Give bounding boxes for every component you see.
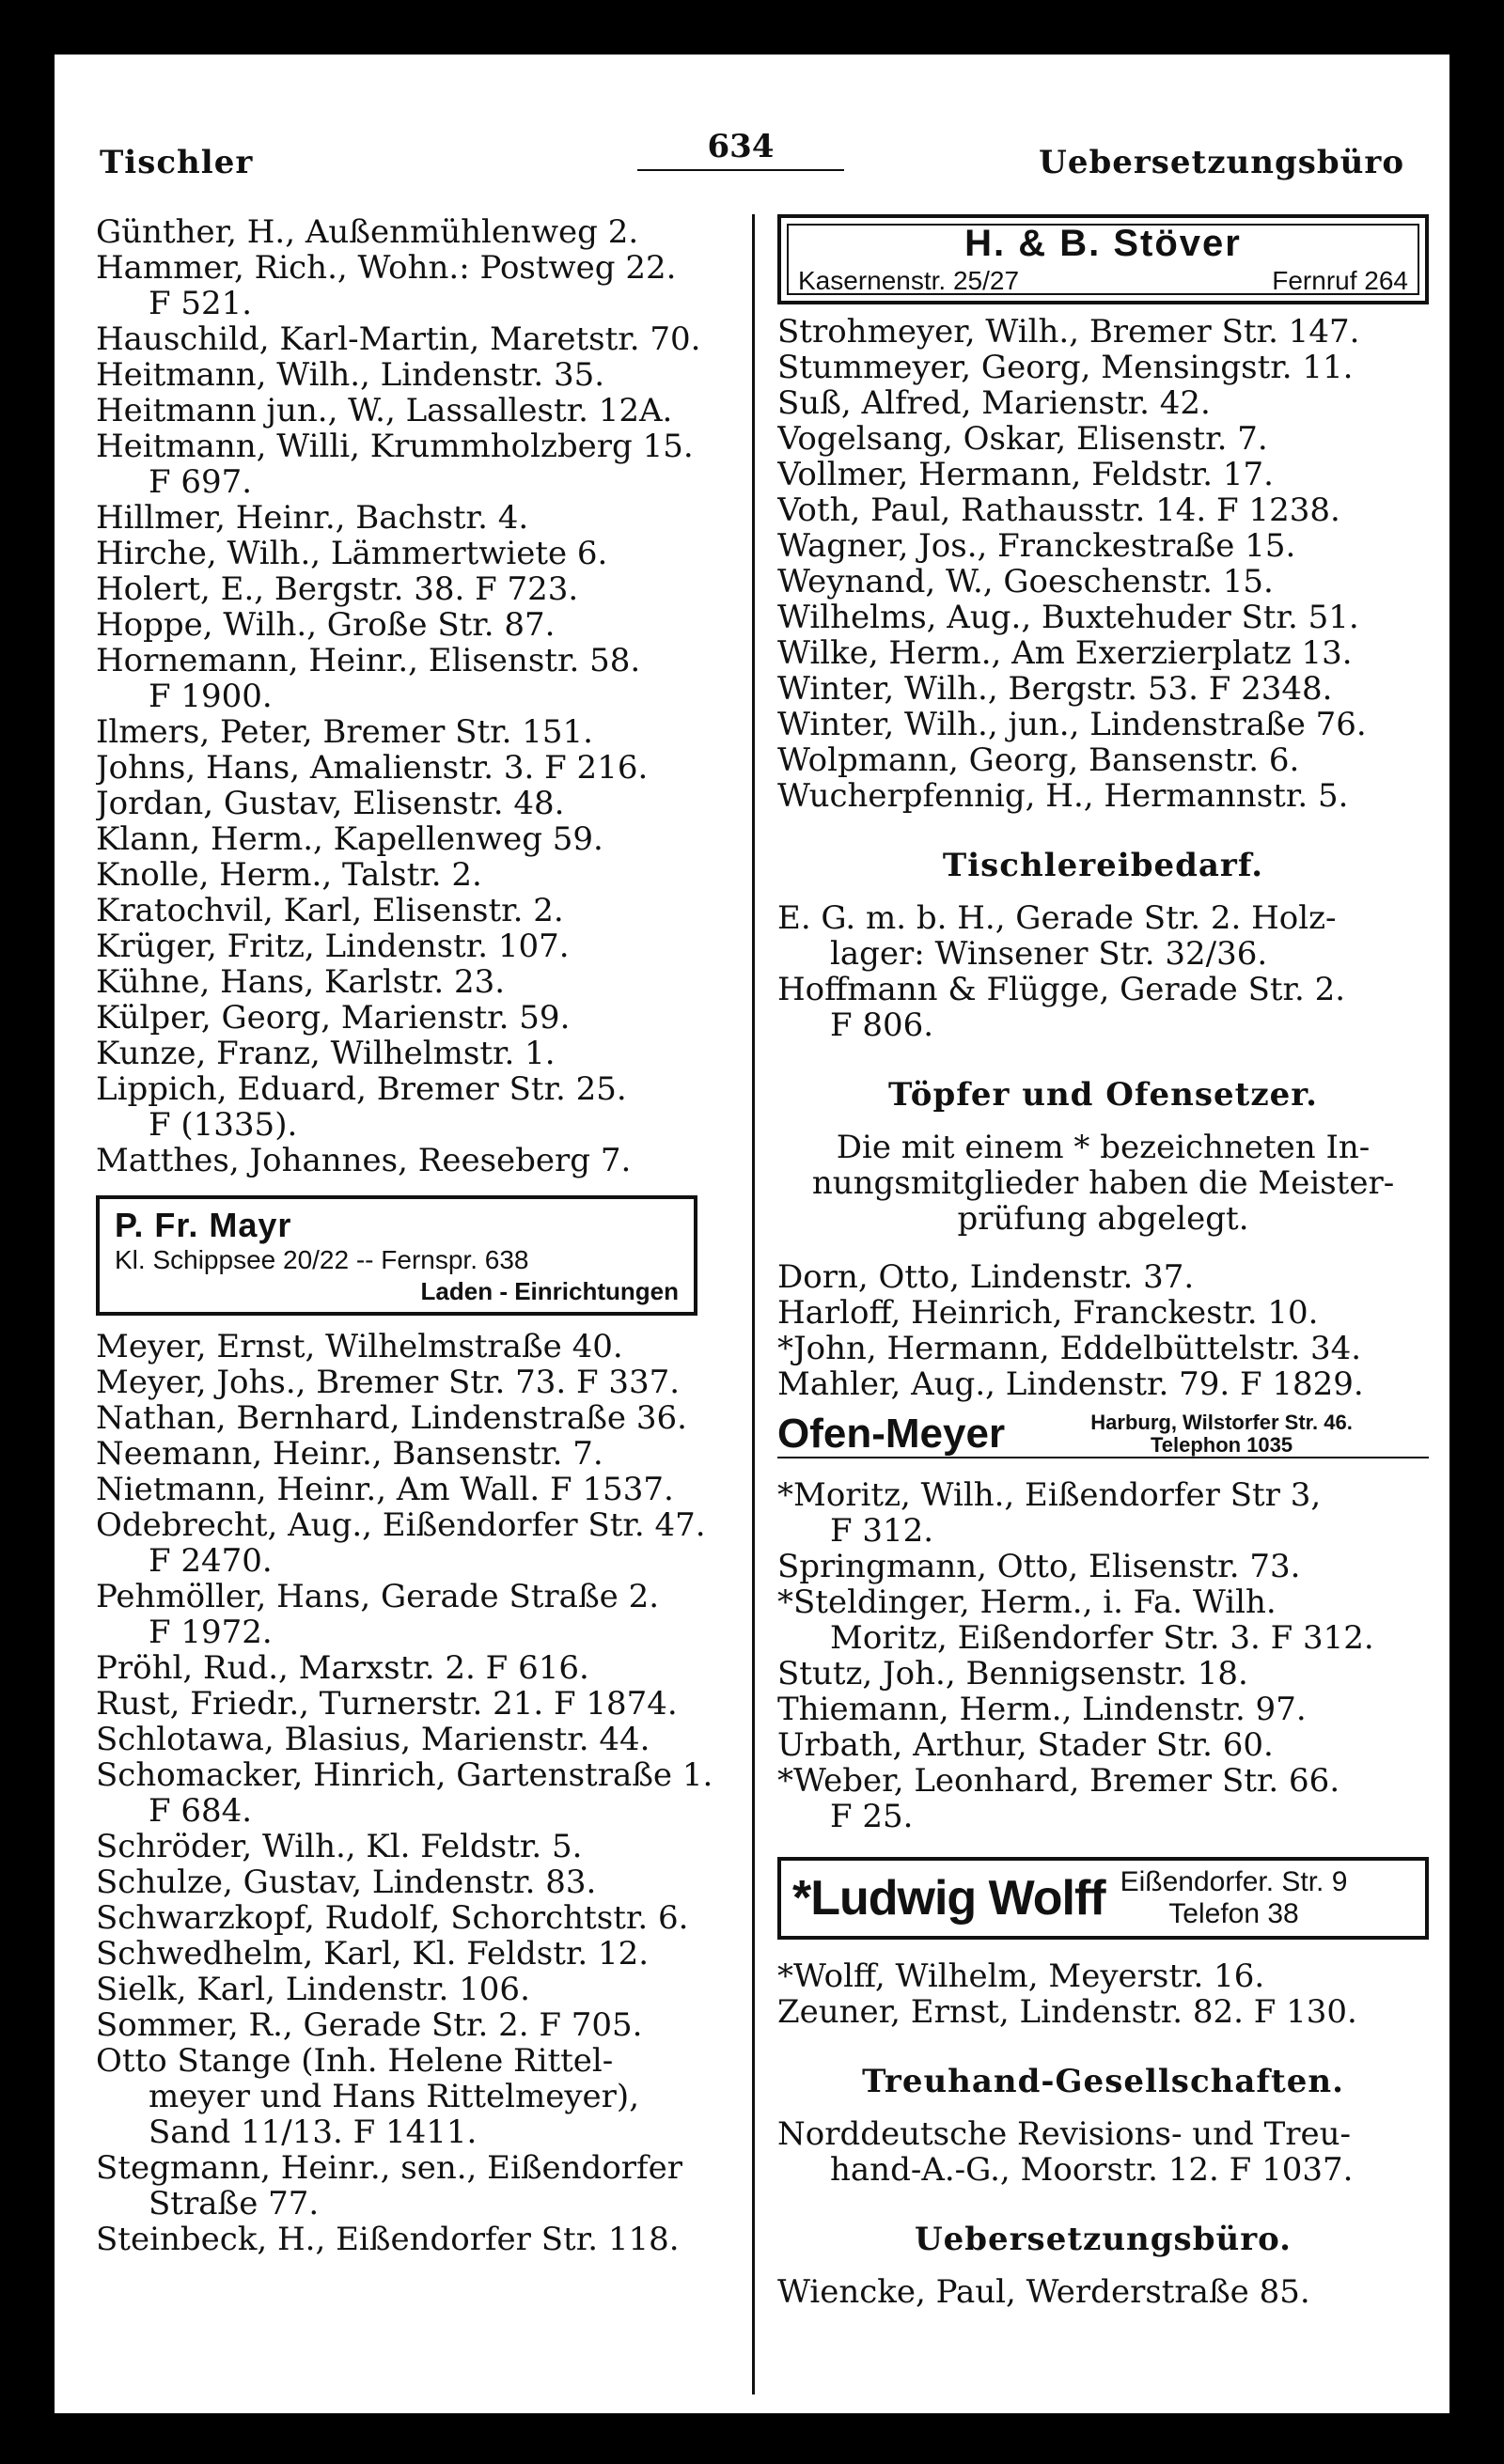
entry-line: Krüger, Fritz, Lindenstr. 107. (96, 928, 570, 964)
section-title-tischlereibedarf: Tischlereibedarf. (942, 847, 1264, 884)
entry-line: *Wolff, Wilhelm, Meyerstr. 16. (777, 1958, 1265, 1994)
entry-line: Schröder, Wilh., Kl. Feldstr. 5. (96, 1829, 583, 1864)
running-header-right: Uebersetzungsbüro (1039, 144, 1404, 181)
entry-line: Stummeyer, Georg, Mensingstr. 11. (777, 350, 1354, 385)
entry-line: Wilke, Herm., Am Exerzierplatz 13. (777, 635, 1353, 671)
entry-line: nungsmitglieder haben die Meister- (811, 1164, 1395, 1202)
section-title-uebersetzung: Uebersetzungsbüro. (914, 2221, 1292, 2258)
entry-line: Heitmann, Willi, Krummholzberg 15. (96, 429, 694, 464)
entry-line: Stutz, Joh., Bennigsenstr. 18. (777, 1656, 1248, 1692)
ad-stover-line (798, 265, 1408, 297)
ad-wolff-info (1120, 1866, 1348, 1930)
entry-line: F 312. (830, 1513, 934, 1549)
entry-line: Hillmer, Heinr., Bachstr. 4. (96, 500, 529, 536)
entry-line: Springmann, Otto, Elisenstr. 73. (777, 1549, 1301, 1584)
ad-ofen-meyer-name: Ofen-Meyer (777, 1411, 1006, 1457)
entry-line: Otto Stange (Inh. Helene Rittel- (96, 2043, 614, 2079)
entry-line: Thiemann, Herm., Lindenstr. 97. (777, 1692, 1307, 1727)
entry-list-uebersetzung (777, 2274, 1429, 2310)
entry-line: Külper, Georg, Marienstr. 59. (96, 1000, 571, 1036)
ad-ofen-meyer-phone: Telephon 1035 (1150, 1433, 1293, 1457)
entry-line: Schulze, Gustav, Lindenstr. 83. (96, 1864, 597, 1900)
entry-line: *John, Hermann, Eddelbüttelstr. 34. (777, 1331, 1362, 1366)
entry-line: F 1900. (149, 678, 273, 714)
ad-wolff-phone: Telefon 38 (1168, 1898, 1299, 1929)
entry-line: F 697. (149, 464, 253, 500)
entry-line: Knolle, Herm., Talstr. 2. (96, 857, 482, 893)
entry-line: Schlotawa, Blasius, Marienstr. 44. (96, 1722, 650, 1757)
entry-line: E. G. m. b. H., Gerade Str. 2. Holz- (777, 900, 1337, 936)
entry-line: F 684. (149, 1793, 253, 1829)
entry-line: Zeuner, Ernst, Lindenstr. 82. F 130. (777, 1994, 1357, 2030)
entry-list-right-a (777, 314, 1429, 814)
entry-line: Schwarzkopf, Rudolf, Schorchtstr. 6. (96, 1900, 689, 1936)
entry-line: prüfung abgelegt. (957, 1200, 1249, 1238)
entry-line: Schomacker, Hinrich, Gartenstraße 1. (96, 1757, 713, 1793)
page-number: 634 (637, 128, 844, 171)
entry-line: Steinbeck, H., Eißendorfer Str. 118. (96, 2222, 680, 2257)
entry-line: Hoppe, Wilh., Große Str. 87. (96, 607, 556, 643)
entry-list-toepfer (777, 1259, 1429, 1402)
advertisement-wolff (777, 1857, 1429, 1940)
section-title-treuhand: Treuhand-Gesellschaften. (862, 2063, 1344, 2100)
entry-line: hand-A.-G., Moorstr. 12. F 1037. (830, 2152, 1354, 2188)
entry-list-tischlereibedarf (777, 900, 1429, 1043)
entry-line: Moritz, Eißendorfer Str. 3. F 312. (830, 1620, 1374, 1656)
entry-line: Pröhl, Rud., Marxstr. 2. F 616. (96, 1650, 589, 1686)
entry-line: Wucherpfennig, H., Hermannstr. 5. (777, 778, 1349, 814)
entry-line: Norddeutsche Revisions- und Treu- (777, 2116, 1352, 2152)
entry-line: Strohmeyer, Wilh., Bremer Str. 147. (777, 314, 1360, 350)
entry-line: Harloff, Heinrich, Franckestr. 10. (777, 1295, 1319, 1331)
entry-line: Günther, H., Außenmühlenweg 2. (96, 214, 639, 250)
directory-page (55, 55, 1449, 2413)
entry-line: Jordan, Gustav, Elisenstr. 48. (96, 786, 565, 821)
entry-line: Schwedhelm, Karl, Kl. Feldstr. 12. (96, 1936, 650, 1972)
advertisement-ofen-meyer (777, 1411, 1429, 1458)
entry-line: Winter, Wilh., Bergstr. 53. F 2348. (777, 671, 1333, 707)
left-column (96, 214, 752, 2257)
entry-line: Sand 11/13. F 1411. (149, 2114, 478, 2150)
entry-line: Rust, Friedr., Turnerstr. 21. F 1874. (96, 1686, 678, 1722)
entry-line: Hirche, Wilh., Lämmertwiete 6. (96, 536, 608, 571)
ad-mayr-name: P. Fr. Mayr (115, 1206, 292, 1244)
entry-line: Meyer, Johs., Bremer Str. 73. F 337. (96, 1365, 681, 1400)
entry-line: Winter, Wilh., jun., Lindenstraße 76. (777, 707, 1367, 742)
entry-line: Nietmann, Heinr., Am Wall. F 1537. (96, 1472, 674, 1507)
entry-line: *Steldinger, Herm., i. Fa. Wilh. (777, 1584, 1277, 1620)
entry-line: Hammer, Rich., Wohn.: Postweg 22. (96, 250, 677, 286)
entry-line: Kunze, Franz, Wilhelmstr. 1. (96, 1036, 556, 1071)
entry-line: Johns, Hans, Amalienstr. 3. F 216. (96, 750, 649, 786)
entry-line: Lippich, Eduard, Bremer Str. 25. (96, 1071, 627, 1107)
entry-line: Klann, Herm., Kapellenweg 59. (96, 821, 603, 857)
entry-line: F 521. (149, 286, 253, 321)
entry-line: Vollmer, Hermann, Feldstr. 17. (777, 457, 1274, 492)
running-header-left: Tischler (100, 144, 254, 181)
ad-stover-address: Kasernenstr. 25/27 (798, 266, 1020, 295)
section-title-toepfer: Töpfer und Ofensetzer. (888, 1076, 1318, 1114)
entry-line: Suß, Alfred, Marienstr. 42. (777, 385, 1211, 421)
entry-line: Neemann, Heinr., Bansenstr. 7. (96, 1436, 603, 1472)
entry-line: *Weber, Leonhard, Bremer Str. 66. (777, 1763, 1340, 1799)
entry-list-left-a (96, 214, 752, 1178)
ad-ofen-meyer-address: Harburg, Wilstorfer Str. 46. (1090, 1411, 1353, 1434)
ad-wolff-address: Eißendorfer. Str. 9 (1120, 1866, 1348, 1897)
ad-mayr-address: Kl. Schippsee 20/22 -- Fernspr. 638 (115, 1245, 529, 1274)
entry-line: Wilhelms, Aug., Buxtehuder Str. 51. (777, 600, 1359, 635)
ad-stover-name: H. & B. Stöver (964, 223, 1242, 264)
entry-line: F (1335). (149, 1107, 298, 1143)
entry-line: Heitmann jun., W., Lassallestr. 12A. (96, 393, 673, 429)
ad-ofen-meyer-info (1014, 1411, 1429, 1457)
entry-line: Wolpmann, Georg, Bansenstr. 6. (777, 742, 1300, 778)
entry-line: Kühne, Hans, Karlstr. 23. (96, 964, 506, 1000)
right-column (752, 214, 1429, 2394)
entry-line: F 2470. (149, 1543, 273, 1579)
entry-line: lager: Winsener Str. 32/36. (830, 936, 1268, 972)
entry-line: Sommer, R., Gerade Str. 2. F 705. (96, 2007, 643, 2043)
entry-line: Holert, E., Bergstr. 38. F 723. (96, 571, 579, 607)
ad-wolff-name: *Ludwig Wolff (792, 1871, 1105, 1926)
entry-line: Heitmann, Wilh., Lindenstr. 35. (96, 357, 605, 393)
entry-line: Sielk, Karl, Lindenstr. 106. (96, 1972, 530, 2007)
entry-line: *Moritz, Wilh., Eißendorfer Str 3, (777, 1477, 1322, 1513)
entry-line: Nathan, Bernhard, Lindenstraße 36. (96, 1400, 687, 1436)
entry-line: Stegmann, Heinr., sen., Eißendorfer (96, 2150, 683, 2186)
entry-line: Odebrecht, Aug., Eißendorfer Str. 47. (96, 1507, 706, 1543)
entry-line: F 25. (830, 1799, 914, 1834)
entry-line: Wagner, Jos., Franckestraße 15. (777, 528, 1296, 564)
entry-line: Vogelsang, Oskar, Elisenstr. 7. (777, 421, 1268, 457)
entry-line: Urbath, Arthur, Stader Str. 60. (777, 1727, 1274, 1763)
entry-line: Matthes, Johannes, Reeseberg 7. (96, 1143, 632, 1178)
entry-line: Straße 77. (149, 2186, 320, 2222)
entry-line: Pehmöller, Hans, Gerade Straße 2. (96, 1579, 660, 1614)
entry-line: Mahler, Aug., Lindenstr. 79. F 1829. (777, 1366, 1364, 1402)
ad-mayr-tagline: Laden - Einrichtungen (420, 1277, 679, 1305)
entry-list-right-c (777, 1958, 1429, 2030)
ad-stover-phone: Fernruf 264 (1272, 266, 1408, 295)
entry-line: F 1972. (149, 1614, 273, 1650)
entry-line: Dorn, Otto, Lindenstr. 37. (777, 1259, 1195, 1295)
entry-line: meyer und Hans Rittelmeyer), (149, 2079, 640, 2114)
entry-line: Ilmers, Peter, Bremer Str. 151. (96, 714, 593, 750)
entry-line: Hoffmann & Flügge, Gerade Str. 2. (777, 972, 1346, 1007)
advertisement-mayr (96, 1195, 697, 1316)
entry-line: Die mit einem * bezeichneten In- (836, 1129, 1371, 1166)
guild-note (777, 1130, 1429, 1237)
entry-line: Weynand, W., Goeschenstr. 15. (777, 564, 1274, 600)
advertisement-stover (777, 214, 1429, 304)
entry-list-treuhand (777, 2116, 1429, 2188)
entry-line: Wiencke, Paul, Werderstraße 85. (777, 2274, 1310, 2310)
entry-list-right-b (777, 1477, 1429, 1834)
entry-list-left-b (96, 1329, 752, 2257)
entry-line: F 806. (830, 1007, 934, 1043)
entry-line: Hornemann, Heinr., Elisenstr. 58. (96, 643, 641, 678)
entry-line: Kratochvil, Karl, Elisenstr. 2. (96, 893, 564, 928)
entry-line: Hauschild, Karl-Martin, Maretstr. 70. (96, 321, 701, 357)
entry-line: Meyer, Ernst, Wilhelmstraße 40. (96, 1329, 623, 1365)
entry-line: Voth, Paul, Rathausstr. 14. F 1238. (777, 492, 1340, 528)
